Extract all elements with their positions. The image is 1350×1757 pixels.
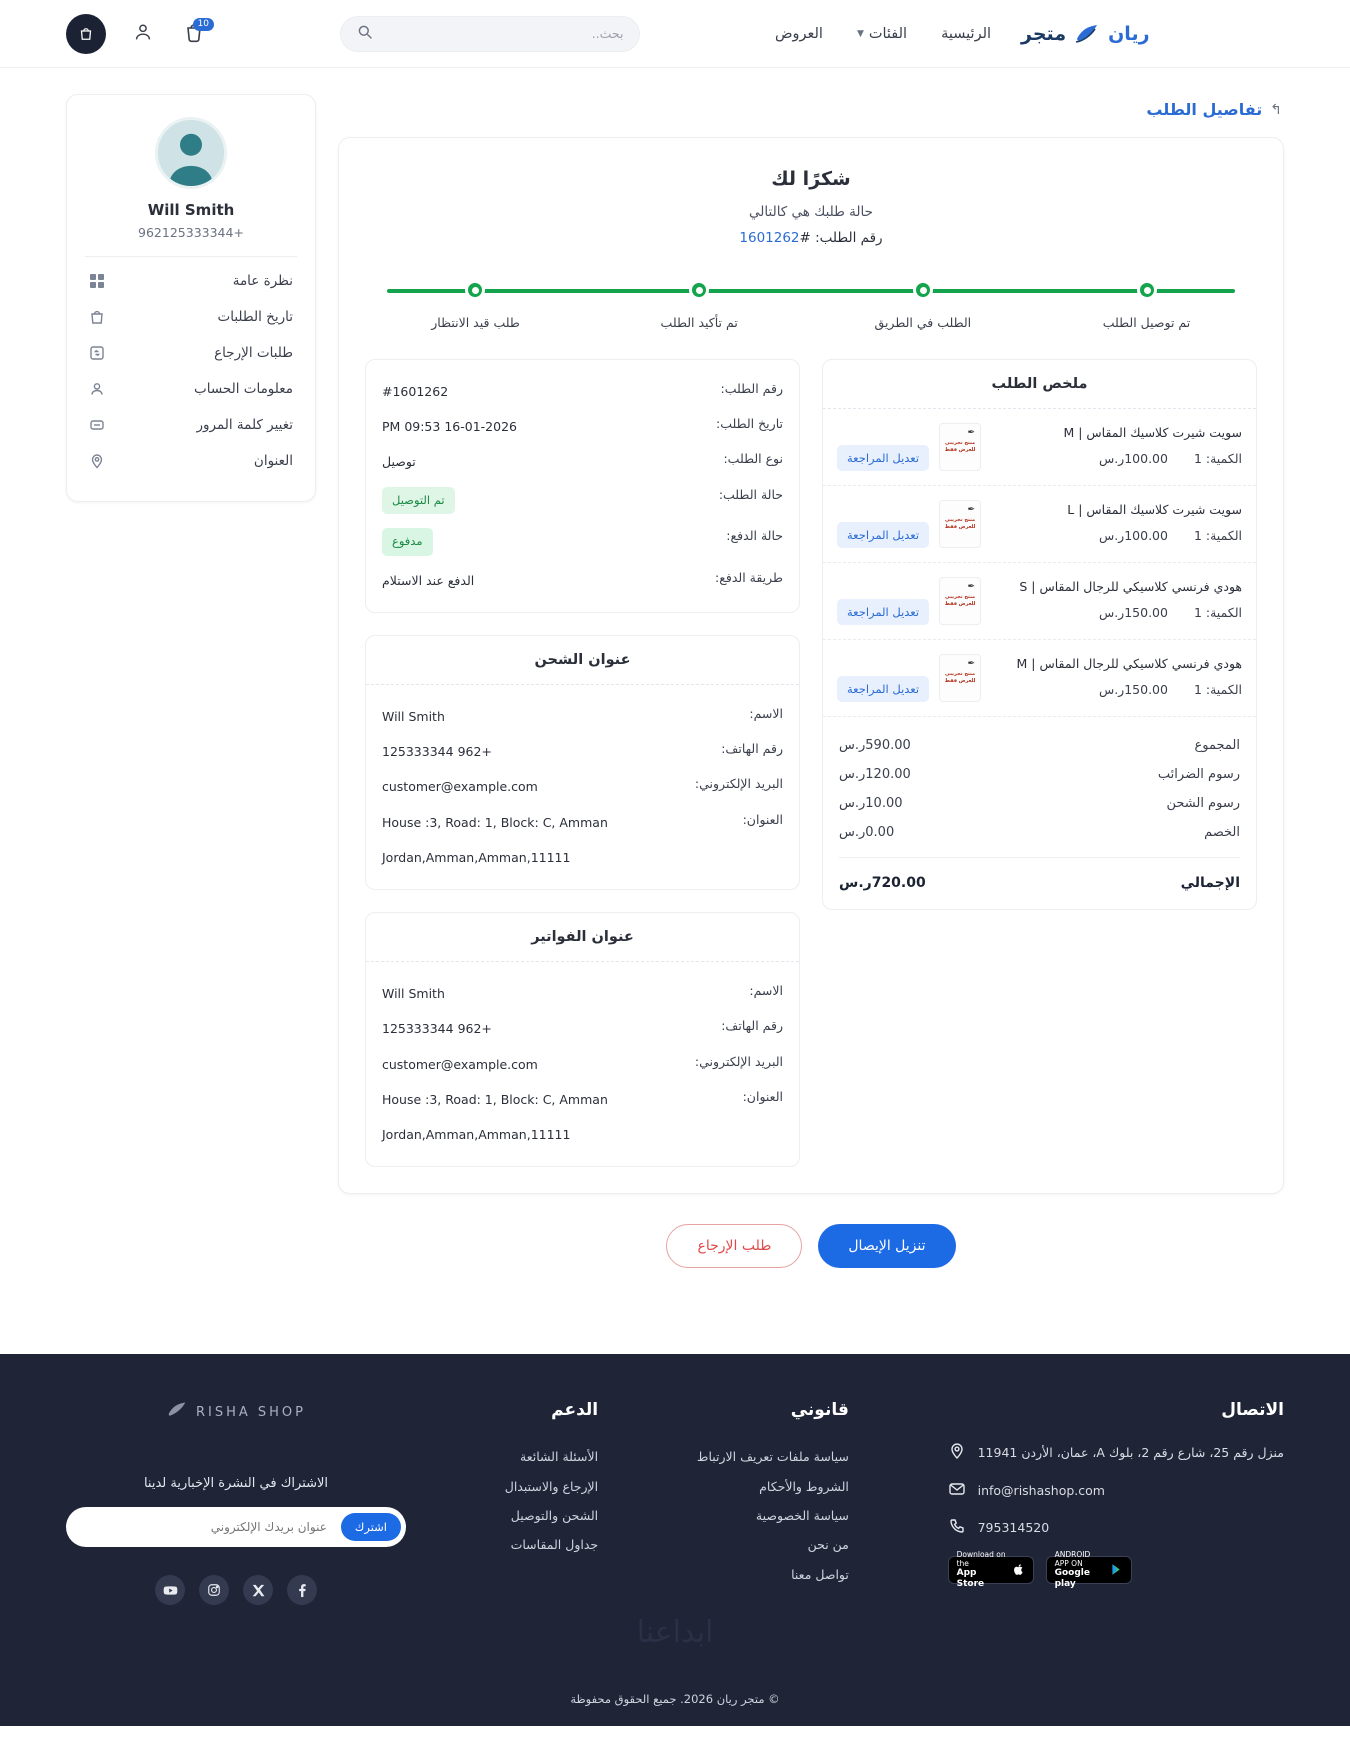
- total-row-shipping: [839, 789, 1240, 818]
- apple-icon: [1013, 1561, 1025, 1580]
- phone-icon: [948, 1517, 966, 1535]
- list-item[interactable]: [505, 1530, 598, 1559]
- billing-value-name: Will Smith: [382, 986, 445, 1002]
- sidebar-label-address: العنوان: [253, 453, 293, 469]
- total-value-grand: 720.00ر.س: [839, 874, 926, 891]
- total-value-discount: 0.00ر.س: [839, 824, 895, 840]
- item-action: [837, 522, 929, 548]
- order-info-column: [365, 359, 800, 1168]
- billing-row-address: [382, 1082, 783, 1117]
- total-value-shipping: 10.00ر.س: [839, 795, 903, 811]
- header-actions: [66, 14, 210, 54]
- billing-address-panel: [365, 912, 800, 1167]
- pin-icon: [89, 453, 105, 469]
- total-label-tax: رسوم الضرائب: [1157, 766, 1240, 782]
- billing-value-email: customer@example.com: [382, 1056, 538, 1072]
- item-name: هودي فرنسي كلاسيكي للرجال المقاس | S: [1019, 578, 1242, 594]
- footer-phone-item[interactable]: [948, 1517, 1284, 1538]
- footer-contact-title: الاتصال: [1221, 1400, 1284, 1421]
- download-invoice-button[interactable]: تنزيل الإيصال: [818, 1224, 955, 1268]
- thumbnail-swirl-icon: ✒: [967, 427, 976, 438]
- item-demo-badge: منتج تجريبي للعرض فقط: [944, 594, 976, 607]
- account-sidebar: [66, 94, 316, 502]
- shipping-value-email: customer@example.com: [382, 779, 538, 795]
- shipping-value-phone: +962 125333344: [382, 744, 492, 760]
- billing-address-list: [366, 962, 799, 1166]
- back-arrow-icon[interactable]: ↰: [1270, 101, 1282, 118]
- step-dot-on-the-way: [913, 280, 933, 300]
- total-label-shipping: رسوم الشحن: [1166, 795, 1240, 811]
- support-link-shipping[interactable]: الشحن والتوصيل: [510, 1508, 599, 1524]
- sidebar-item-address[interactable]: [85, 443, 297, 479]
- site-footer: [0, 1354, 1350, 1726]
- cart-button[interactable]: [180, 18, 210, 47]
- instagram-icon[interactable]: [199, 1575, 229, 1605]
- info-row-order-date: [382, 409, 783, 444]
- item-price: 150.00ر.س: [1098, 604, 1168, 620]
- social-links: [66, 1575, 406, 1605]
- footer-support-column: [505, 1400, 598, 1605]
- item-name: هودي فرنسي كلاسيكي للرجال المقاس | M: [1016, 655, 1242, 671]
- account-card: [66, 94, 316, 502]
- total-row-discount: [839, 818, 1240, 847]
- info-label-order-no: رقم الطلب:: [720, 380, 783, 396]
- billing-value-phone: +962 125333344: [382, 1021, 492, 1037]
- play-icon: [1110, 1561, 1123, 1580]
- total-row-tax: [839, 760, 1240, 789]
- footer-email-text: info@rishashop.com: [977, 1482, 1105, 1498]
- order-details-card: [338, 137, 1284, 1194]
- legal-link-contact[interactable]: تواصل معنا: [791, 1566, 849, 1582]
- item-price: 100.00ر.س: [1098, 450, 1168, 466]
- item-action: [837, 445, 929, 471]
- info-label-order-date: تاريخ الطلب:: [715, 416, 783, 431]
- billing-row-phone: [382, 1011, 783, 1046]
- item-action: [837, 676, 929, 702]
- search-area: [340, 16, 640, 52]
- footer-logo: [66, 1400, 406, 1424]
- product-thumbnail: [939, 423, 981, 471]
- page-title: تفاصيل الطلب: [1146, 100, 1263, 119]
- info-value-order-type: توصيل: [382, 454, 416, 470]
- stepper-dots: [387, 280, 1235, 300]
- bag-icon: [89, 309, 105, 325]
- billing-value-address2: 11111,Jordan,Amman,Amman: [382, 1127, 571, 1143]
- nav-item-offers[interactable]: [775, 26, 823, 42]
- info-row-order-type: [382, 444, 783, 479]
- nav-label-offers: العروض: [774, 25, 823, 42]
- billing-row-name: [382, 976, 783, 1011]
- app-store-badges: [948, 1550, 1284, 1589]
- footer-logo-text: RISHA SHOP: [195, 1404, 307, 1420]
- order-info-list: [366, 360, 799, 612]
- search-placeholder: بحث..: [591, 26, 624, 41]
- footer-contact-list: [948, 1442, 1284, 1538]
- thumbnail-swirl-icon: ✒: [967, 581, 976, 592]
- billing-address-title: عنوان الفواتير: [366, 913, 799, 962]
- order-number-line: [365, 230, 1257, 246]
- order-info-panel: [365, 359, 800, 613]
- footer-email-item[interactable]: [948, 1480, 1284, 1501]
- return-icon: [89, 345, 105, 361]
- billing-row-address2: [382, 1117, 783, 1152]
- payment-badge: مدفوع: [382, 528, 433, 556]
- newsletter-title: الاشتراك في النشرة الإخبارية لدينا: [143, 1476, 329, 1492]
- item-demo-badge: منتج تجريبي للعرض فقط: [944, 671, 976, 684]
- shipping-row-address: [382, 805, 783, 840]
- total-row-subtotal: [839, 731, 1240, 760]
- youtube-icon[interactable]: [155, 1575, 185, 1605]
- nav-label-categories: الفئات: [868, 25, 908, 42]
- total-label-subtotal: المجموع: [1194, 737, 1240, 753]
- thanks-title: شكرًا لك: [771, 168, 851, 190]
- product-thumbnail: [939, 654, 981, 702]
- shipping-label-name: الاسم:: [749, 705, 783, 721]
- newsletter-email-input[interactable]: [71, 1520, 341, 1534]
- footer-address-item: [948, 1442, 1284, 1463]
- stepper-track: [387, 280, 1235, 302]
- breadcrumb: [338, 94, 1284, 137]
- billing-label-name: الاسم:: [749, 983, 783, 999]
- list-item[interactable]: [505, 1501, 598, 1530]
- billing-value-address: House :3, Road: 1, Block: C, Amman: [382, 1091, 608, 1107]
- shipping-value-address: House :3, Road: 1, Block: C, Amman: [382, 814, 608, 830]
- footer-legal-column: [697, 1400, 849, 1605]
- support-link-size-charts[interactable]: جداول المقاسات: [510, 1537, 599, 1553]
- sidebar-item-returns[interactable]: [85, 335, 297, 371]
- info-row-payment-method: [382, 563, 783, 598]
- totals-divider: [839, 857, 1240, 858]
- appstore-small-label: Download on the: [956, 1550, 1006, 1568]
- brand-logo[interactable]: [1021, 22, 1149, 46]
- sidebar-divider: [85, 256, 297, 257]
- order-number-label: رقم الطلب: #: [799, 230, 883, 246]
- total-label-discount: الخصم: [1204, 824, 1240, 840]
- user-icon: [89, 381, 105, 397]
- legal-link-privacy[interactable]: سياسة الخصوصية: [755, 1508, 849, 1524]
- billing-label-address: العنوان:: [742, 1088, 783, 1104]
- total-row-grand: [839, 868, 1240, 905]
- item-info: [991, 654, 1242, 697]
- item-qty: الكمية: 1: [1193, 527, 1242, 543]
- shipping-label-phone: رقم الهاتف:: [721, 741, 783, 757]
- order-actions: [338, 1224, 1284, 1268]
- item-name: سويت شيرت كلاسيك المقاس | L: [1067, 501, 1242, 517]
- newsletter-subscribe-button[interactable]: اشترك: [341, 1513, 401, 1541]
- item-price: 100.00ر.س: [1098, 527, 1168, 543]
- support-link-returns[interactable]: الإرجاع والاستبدال: [504, 1478, 599, 1494]
- info-label-payment-method: طريقة الدفع:: [714, 569, 783, 585]
- stepper-labels: [387, 314, 1235, 333]
- list-item[interactable]: [505, 1442, 598, 1471]
- list-item[interactable]: [697, 1442, 849, 1471]
- shipping-address-panel: [365, 635, 800, 890]
- list-item[interactable]: [697, 1530, 849, 1559]
- item-meta: [991, 451, 1242, 466]
- info-value-order-no: #1601262: [382, 383, 449, 399]
- sidebar-label-returns: طلبات الإرجاع: [214, 345, 293, 361]
- order-number-value: 1601262: [739, 230, 800, 246]
- billing-label-email: البريد الإلكتروني:: [694, 1053, 783, 1069]
- step-label-delivered: تم توصيل الطلب: [1102, 315, 1191, 330]
- order-totals: [823, 717, 1256, 909]
- list-item[interactable]: [697, 1560, 849, 1589]
- shipping-address-title: عنوان الشحن: [366, 636, 799, 685]
- sidebar-label-change-password: تغيير كلمة المرور: [196, 417, 293, 433]
- play-big-label: Google play: [1054, 1568, 1090, 1589]
- brand-prefix: متجر: [1021, 22, 1067, 45]
- cart-count-badge: 10: [193, 18, 214, 31]
- account-phone: +962125333344: [138, 225, 244, 240]
- app-store-button[interactable]: [948, 1550, 1034, 1589]
- sidebar-label-order-history: تاريخ الطلبات: [217, 309, 293, 325]
- edit-review-button[interactable]: تعديل المراجعة: [837, 522, 929, 548]
- appstore-text: [957, 1551, 1007, 1589]
- support-link-faq[interactable]: الأسئلة الشائعة: [520, 1449, 599, 1465]
- legal-link-cookies[interactable]: سياسة ملفات تعريف الارتباط: [696, 1449, 849, 1465]
- newsletter-form: [66, 1507, 406, 1547]
- sidebar-label-account-info: معلومات الحساب: [194, 381, 293, 397]
- footer-address-text: منزل رقم 25، شارع رقم 2، بلوك A، عمان، الأردن 11941: [977, 1445, 1284, 1461]
- order-summary-title: ملخص الطلب: [823, 360, 1256, 409]
- footer-legal-list: [697, 1442, 849, 1589]
- search-input[interactable]: [340, 16, 640, 52]
- thumbnail-swirl-icon: ✒: [967, 504, 976, 515]
- item-qty: الكمية: 1: [1193, 604, 1242, 620]
- item-demo-badge: منتج تجريبي للعرض فقط: [944, 517, 976, 530]
- account-name: Will Smith: [147, 201, 235, 219]
- nav-label-home: الرئيسية: [941, 25, 992, 42]
- info-label-order-type: نوع الطلب:: [723, 451, 783, 467]
- account-icon[interactable]: [132, 21, 154, 47]
- total-value-subtotal: 590.00ر.س: [839, 737, 911, 753]
- avatar: [155, 117, 227, 189]
- item-meta: [991, 682, 1242, 697]
- pin-icon: [948, 1442, 966, 1460]
- shipping-value-name: Will Smith: [382, 708, 445, 724]
- info-row-payment-status: [382, 521, 783, 563]
- shipping-label-address: العنوان:: [742, 811, 783, 827]
- shipping-row-email: [382, 769, 783, 804]
- content-column: [338, 94, 1284, 1268]
- order-summary-panel: [822, 359, 1257, 910]
- sidebar-item-account-info[interactable]: [85, 371, 297, 407]
- footer-copyright: © متجر ريان 2026. جميع الحقوق محفوظة: [570, 1692, 780, 1707]
- mail-icon: [948, 1480, 966, 1498]
- play-small-label: ANDROID APP ON: [1054, 1550, 1091, 1568]
- site-header: [0, 0, 1350, 68]
- item-info: [991, 500, 1242, 543]
- table-row: [823, 409, 1256, 486]
- sidebar-menu: [85, 263, 297, 479]
- product-thumbnail: [939, 500, 981, 548]
- total-value-tax: 120.00ر.س: [839, 766, 911, 782]
- edit-review-button[interactable]: تعديل المراجعة: [837, 599, 929, 625]
- item-info: [991, 423, 1242, 466]
- chevron-down-icon: ▼: [856, 28, 864, 39]
- shop-bag-button[interactable]: [66, 14, 106, 54]
- x-icon[interactable]: [243, 1575, 273, 1605]
- status-badge: تم التوصيل: [382, 487, 455, 515]
- list-item[interactable]: [505, 1472, 598, 1501]
- request-return-button[interactable]: طلب الإرجاع: [666, 1224, 802, 1268]
- info-row-order-status: [382, 480, 783, 522]
- sidebar-item-overview[interactable]: [85, 263, 297, 299]
- item-price: 150.00ر.س: [1098, 681, 1168, 697]
- sidebar-item-order-history[interactable]: [85, 299, 297, 335]
- sidebar-item-change-password[interactable]: [85, 407, 297, 443]
- footer-logo-mark-icon: [166, 1400, 188, 1424]
- footer-contact-column: [948, 1400, 1284, 1605]
- info-row-order-no: [382, 374, 783, 409]
- info-value-order-date: 16-01-2026 09:53 PM: [382, 419, 517, 434]
- key-icon: [89, 417, 105, 433]
- item-qty: الكمية: 1: [1193, 681, 1242, 697]
- info-value-payment-method: الدفع عند الاستلام: [382, 572, 475, 588]
- footer-support-title: الدعم: [551, 1400, 599, 1421]
- search-icon[interactable]: [357, 24, 373, 44]
- item-meta: [991, 528, 1242, 543]
- shipping-address-list: [366, 685, 799, 889]
- item-info: [991, 577, 1242, 620]
- item-qty: الكمية: 1: [1193, 450, 1242, 466]
- list-item[interactable]: [697, 1472, 849, 1501]
- step-label-confirmed: تم تأكيد الطلب: [660, 315, 738, 330]
- brand-name: ريان: [1108, 22, 1150, 45]
- billing-label-phone: رقم الهاتف:: [721, 1018, 783, 1034]
- step-label-pending: طلب قيد الانتظار: [431, 315, 520, 330]
- step-label-on-the-way: الطلب في الطريق: [874, 315, 972, 330]
- info-value-payment-status: [382, 528, 673, 556]
- footer-legal-title: قانوني: [790, 1400, 849, 1421]
- table-row: [823, 563, 1256, 640]
- order-status-stepper: [387, 280, 1235, 333]
- shipping-row-phone: [382, 734, 783, 769]
- footer-signature: ابداعنا: [636, 1615, 714, 1651]
- details-columns: [365, 359, 1257, 1168]
- item-meta: [991, 605, 1242, 620]
- brand-mark-icon: [1074, 22, 1100, 46]
- billing-row-email: [382, 1047, 783, 1082]
- sidebar-label-overview: نظرة عامة: [232, 273, 293, 289]
- footer-support-list: [505, 1442, 598, 1560]
- table-row: [823, 486, 1256, 563]
- shipping-label-email: البريد الإلكتروني:: [694, 776, 783, 792]
- info-label-payment-status: حالة الدفع:: [726, 528, 783, 544]
- play-text: [1055, 1551, 1104, 1589]
- shipping-value-address2: 11111,Jordan,Amman,Amman: [382, 849, 571, 865]
- footer-newsletter-column: [66, 1400, 406, 1605]
- item-name: سويت شيرت كلاسيك المقاس | M: [1063, 424, 1242, 440]
- main-area: [0, 68, 1350, 1308]
- grid-icon: [89, 273, 105, 289]
- total-label-grand: الإجمالي: [1180, 874, 1240, 891]
- step-dot-pending: [465, 280, 485, 300]
- appstore-big-label: App Store: [956, 1568, 985, 1589]
- list-item[interactable]: [697, 1501, 849, 1530]
- nav-item-home[interactable]: [941, 26, 991, 42]
- order-summary-column: [822, 359, 1257, 910]
- footer-columns: [66, 1400, 1284, 1605]
- main-nav: [775, 26, 991, 42]
- item-action: [837, 599, 929, 625]
- table-row: [823, 640, 1256, 717]
- google-play-button[interactable]: [1046, 1550, 1132, 1589]
- shipping-row-address2: [382, 840, 783, 875]
- edit-review-button[interactable]: تعديل المراجعة: [837, 676, 929, 702]
- info-label-order-status: حالة الطلب:: [718, 486, 783, 502]
- product-thumbnail: [939, 577, 981, 625]
- info-value-order-status: [382, 487, 673, 515]
- thanks-subtitle: حالة طلبك هي كالتالي: [749, 204, 873, 220]
- thumbnail-swirl-icon: ✒: [967, 658, 976, 669]
- shipping-row-name: [382, 699, 783, 734]
- legal-link-terms[interactable]: الشروط والأحكام: [759, 1478, 849, 1494]
- facebook-icon[interactable]: [287, 1575, 317, 1605]
- nav-item-categories[interactable]: [857, 26, 907, 42]
- footer-phone-text: 795314520: [977, 1519, 1050, 1535]
- step-dot-confirmed: [689, 280, 709, 300]
- legal-link-about[interactable]: من نحن: [807, 1537, 849, 1553]
- item-demo-badge: منتج تجريبي للعرض فقط: [944, 440, 976, 453]
- step-dot-delivered: [1137, 280, 1157, 300]
- edit-review-button[interactable]: تعديل المراجعة: [837, 445, 929, 471]
